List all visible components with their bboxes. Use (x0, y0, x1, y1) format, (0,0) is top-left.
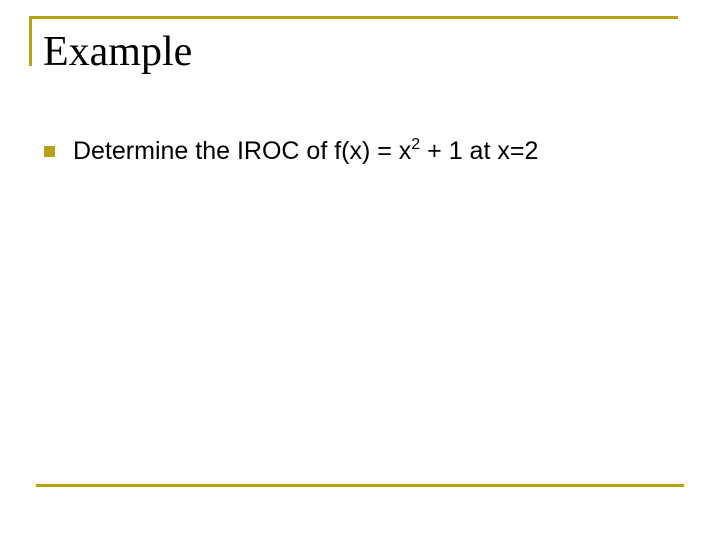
footer-rule (36, 484, 684, 487)
bullet-text (73, 131, 538, 171)
bullet-text-tail: + 1 at x=2 (420, 137, 539, 165)
bullet-exponent: 2 (411, 136, 421, 153)
square-bullet-icon (44, 146, 55, 157)
slide-title: Example (43, 29, 193, 75)
title-frame-left-rule (29, 16, 32, 66)
title-frame-top-rule (29, 16, 678, 19)
bullet-text-main: Determine the IROC of f(x) = x (73, 137, 412, 165)
bullet-item (44, 131, 538, 171)
